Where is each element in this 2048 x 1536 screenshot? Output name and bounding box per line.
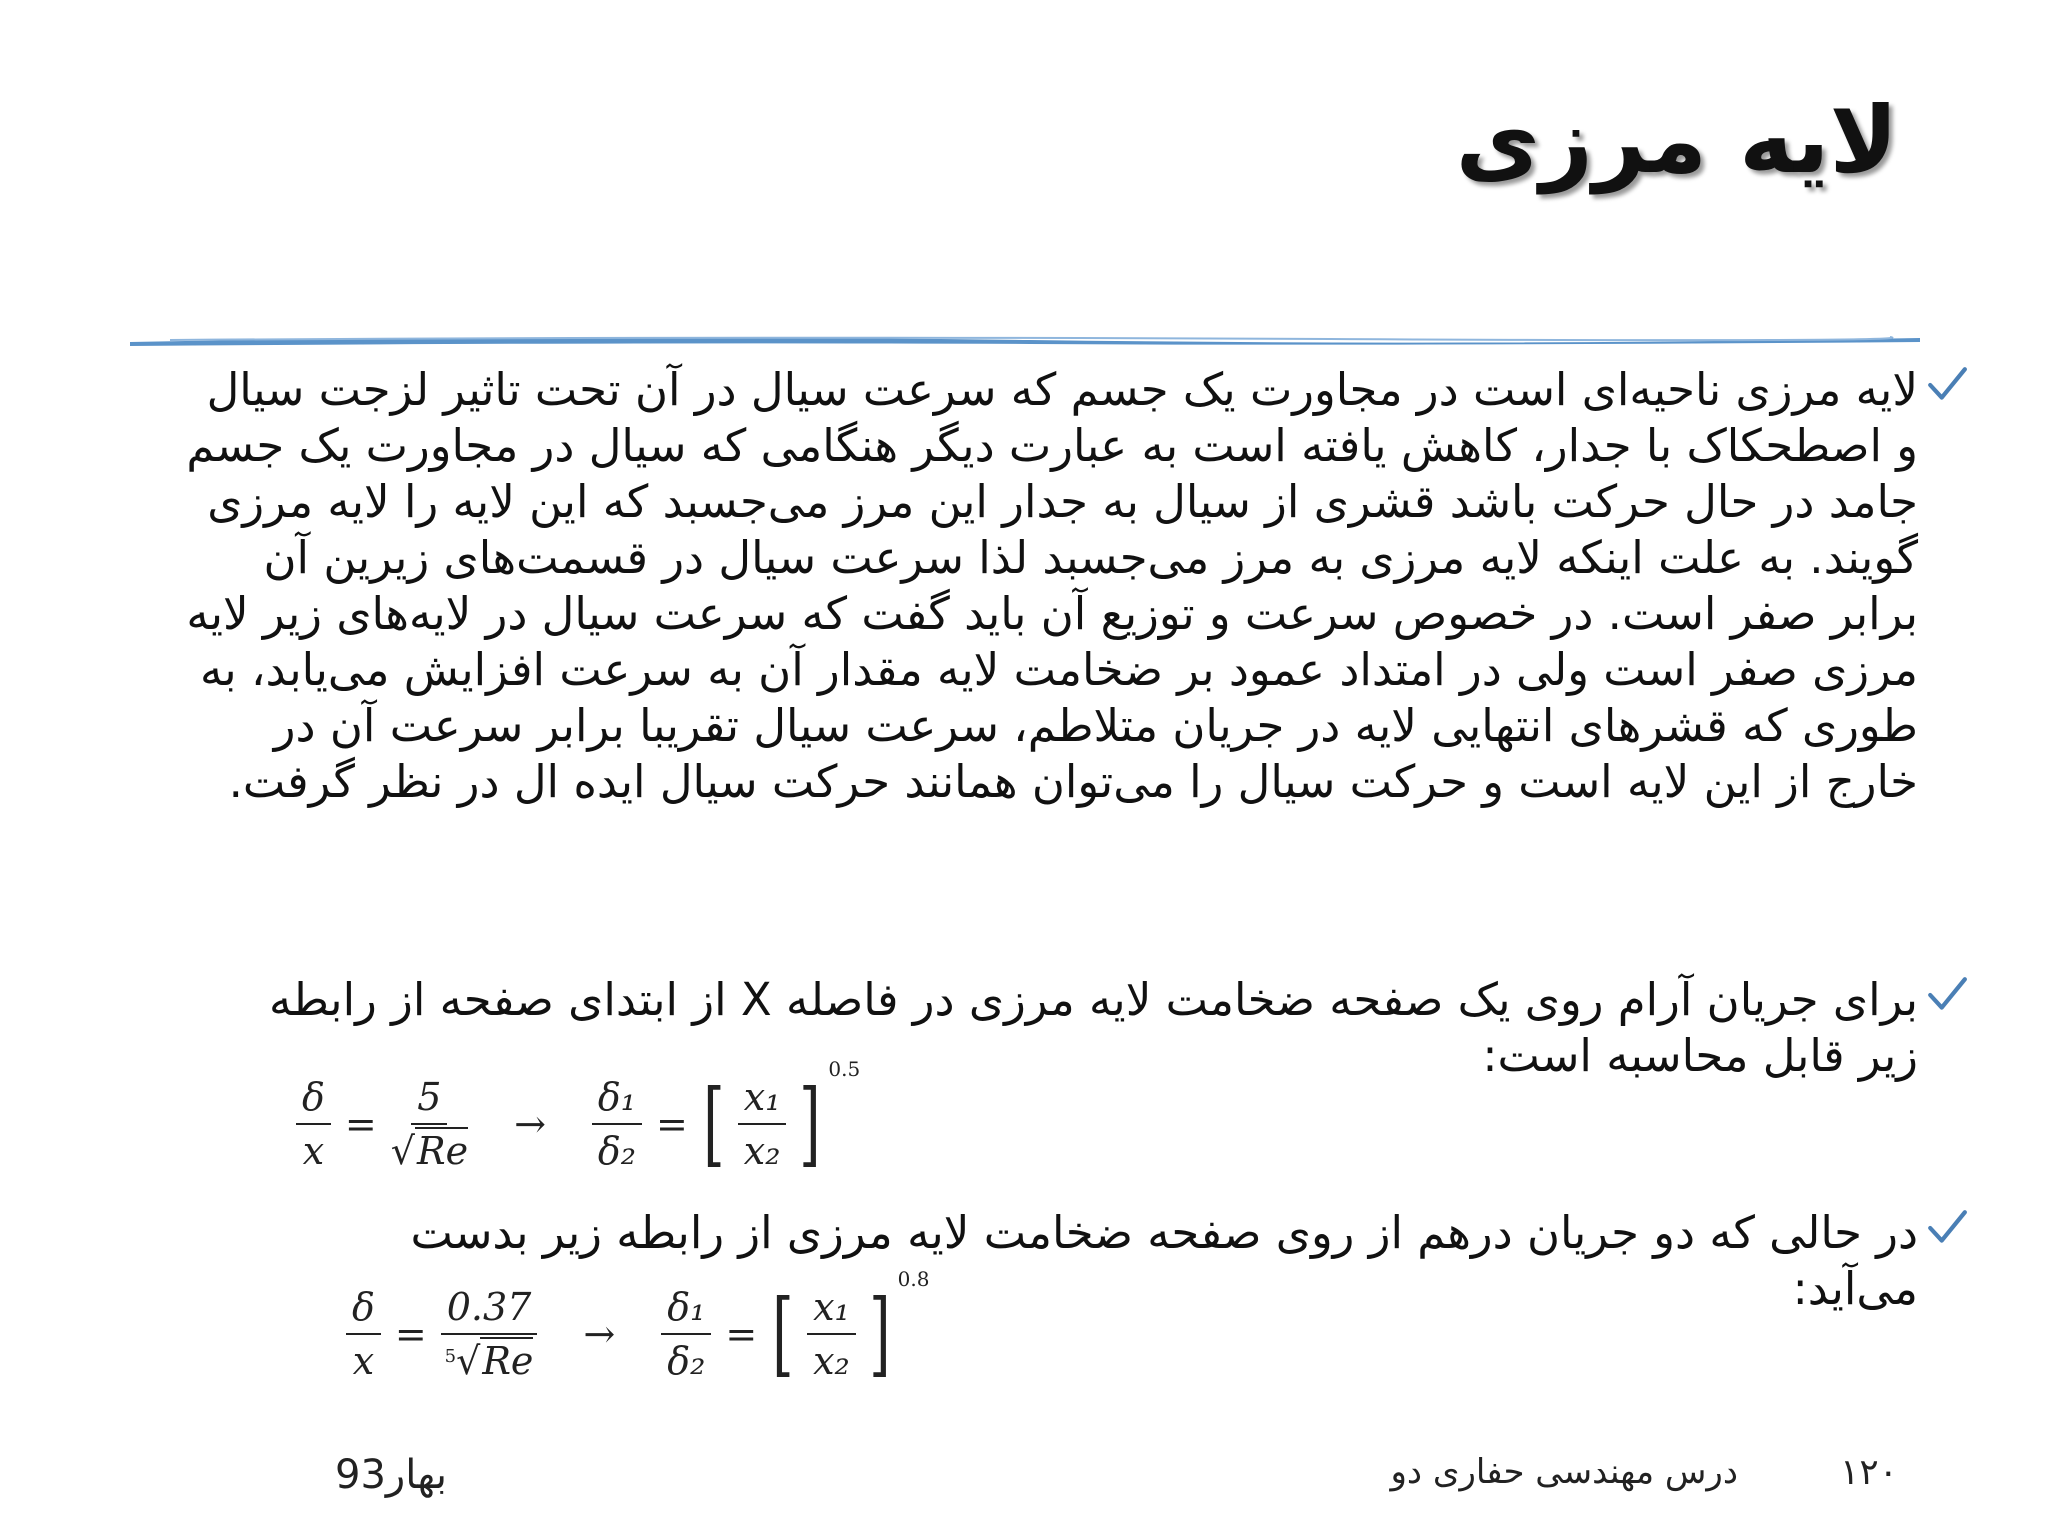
root-index: 5 (444, 1346, 457, 1367)
bracket-term: [ $\frac{\text{x₁}}{\text{x₂}}$ ] (703, 1070, 822, 1177)
equals-sign: = (344, 1102, 377, 1146)
bullet-text: برای جریان آرام روی یک صفحه ضخامت لایه مرزی در فاصله X از ابتدای صفحه از رابطه زیر قابل محاسبه است: (269, 973, 1918, 1082)
bullet-text: لایه مرزی ناحیه‌ای است در مجاورت یک جسم که سرعت سیال در آن تحت تاثیر لزجت سیال و اصطحکاک با جدار، کاهش یافته است به عبارت دیگر هنگامی که سیال در مجاورت یک جسم جامد در حال حرکت باشد قشری از سیال به جدار این مرز می‌جسبد که این لایه را لایه مرزی گویند. به علت اینکه لایه مرزی به مرز می‌جسبد لذا سرعت سیال در قسمت‌های زیرین آن برابر صفر است. در خصوص سرعت و توزیع آن باید گفت که سرعت سیال در لایه‌های زیر لایه مرزی صفر است ولی در امتداد عمود بر ضخامت لایه مقدار آن به سرعت افزایش می‌یابد، به طوری که قشرهای انتهایی لایه در جریان متلاطم، سرعت سیال تقریبا برابر سرعت آن در خارج از این لایه است و حرکت سیال را می‌توان همانند حرکت سیال ایده ال در نظر گرفت. (186, 363, 1918, 808)
exponent: 0.5 (828, 1057, 861, 1081)
radicand: Re (482, 1339, 534, 1383)
equals-sign: = (394, 1312, 427, 1356)
rhs-fraction (391, 1075, 468, 1173)
formula-laminar (290, 1057, 861, 1177)
footer-season: بهار93 (335, 1452, 447, 1498)
checkmark-icon (1926, 974, 1968, 1016)
ratio-numerator: δ₁ (661, 1285, 711, 1335)
equals-sign: = (725, 1312, 758, 1356)
lhs-denominator: x (302, 1129, 325, 1173)
equals-sign: = (656, 1102, 688, 1146)
bracket-fraction (738, 1075, 787, 1173)
sqrt-symbol: √ (390, 1129, 415, 1173)
rhs-fraction (441, 1285, 538, 1383)
ratio-denominator: δ₂ (667, 1339, 706, 1383)
arrow: → (514, 1102, 546, 1146)
footer-course: درس مهندسی حفاری دو (1390, 1452, 1738, 1492)
arrow: → (583, 1312, 616, 1356)
bullet-definition (178, 362, 1918, 810)
rhs-denominator (391, 1125, 468, 1173)
lhs-denominator: x (352, 1339, 375, 1383)
bracket-denominator: x₂ (743, 1129, 781, 1173)
formula-turbulent (340, 1267, 930, 1387)
rhs-denominator (445, 1335, 534, 1383)
bracket-numerator: x₁ (807, 1285, 856, 1335)
bullet-laminar (198, 972, 1918, 1084)
title-divider (130, 330, 1920, 352)
ratio-denominator: δ₂ (597, 1129, 637, 1173)
bracket-denominator: x₂ (813, 1339, 850, 1383)
ratio-fraction (661, 1285, 711, 1383)
rhs-numerator: 5 (411, 1075, 447, 1125)
sqrt-symbol: √ (456, 1339, 481, 1383)
checkmark-icon (1926, 364, 1968, 406)
footer-page-number: ۱۲۰ (1839, 1452, 1898, 1493)
lhs-numerator: δ (346, 1285, 381, 1335)
lhs-fraction (296, 1075, 331, 1173)
bracket-term: [ $\frac{\text{x₁}}{\text{x₂}}$ ] (772, 1280, 891, 1387)
slide-title: لایه مرزی (1455, 87, 1898, 194)
ratio-numerator: δ₁ (592, 1075, 642, 1125)
ratio-fraction (592, 1075, 642, 1173)
bracket-fraction (807, 1285, 856, 1383)
lhs-fraction (346, 1285, 381, 1383)
rhs-numerator: 0.37 (441, 1285, 538, 1335)
bracket-numerator: x₁ (738, 1075, 787, 1125)
lhs-numerator: δ (296, 1075, 331, 1125)
radicand: Re (416, 1129, 469, 1173)
bullet-text: در حالی که دو جریان درهم از روی صفحه ضخامت لایه مرزی از رابطه زیر بدست می‌آید: (410, 1206, 1918, 1315)
checkmark-icon (1926, 1207, 1968, 1249)
exponent: 0.8 (897, 1267, 930, 1291)
